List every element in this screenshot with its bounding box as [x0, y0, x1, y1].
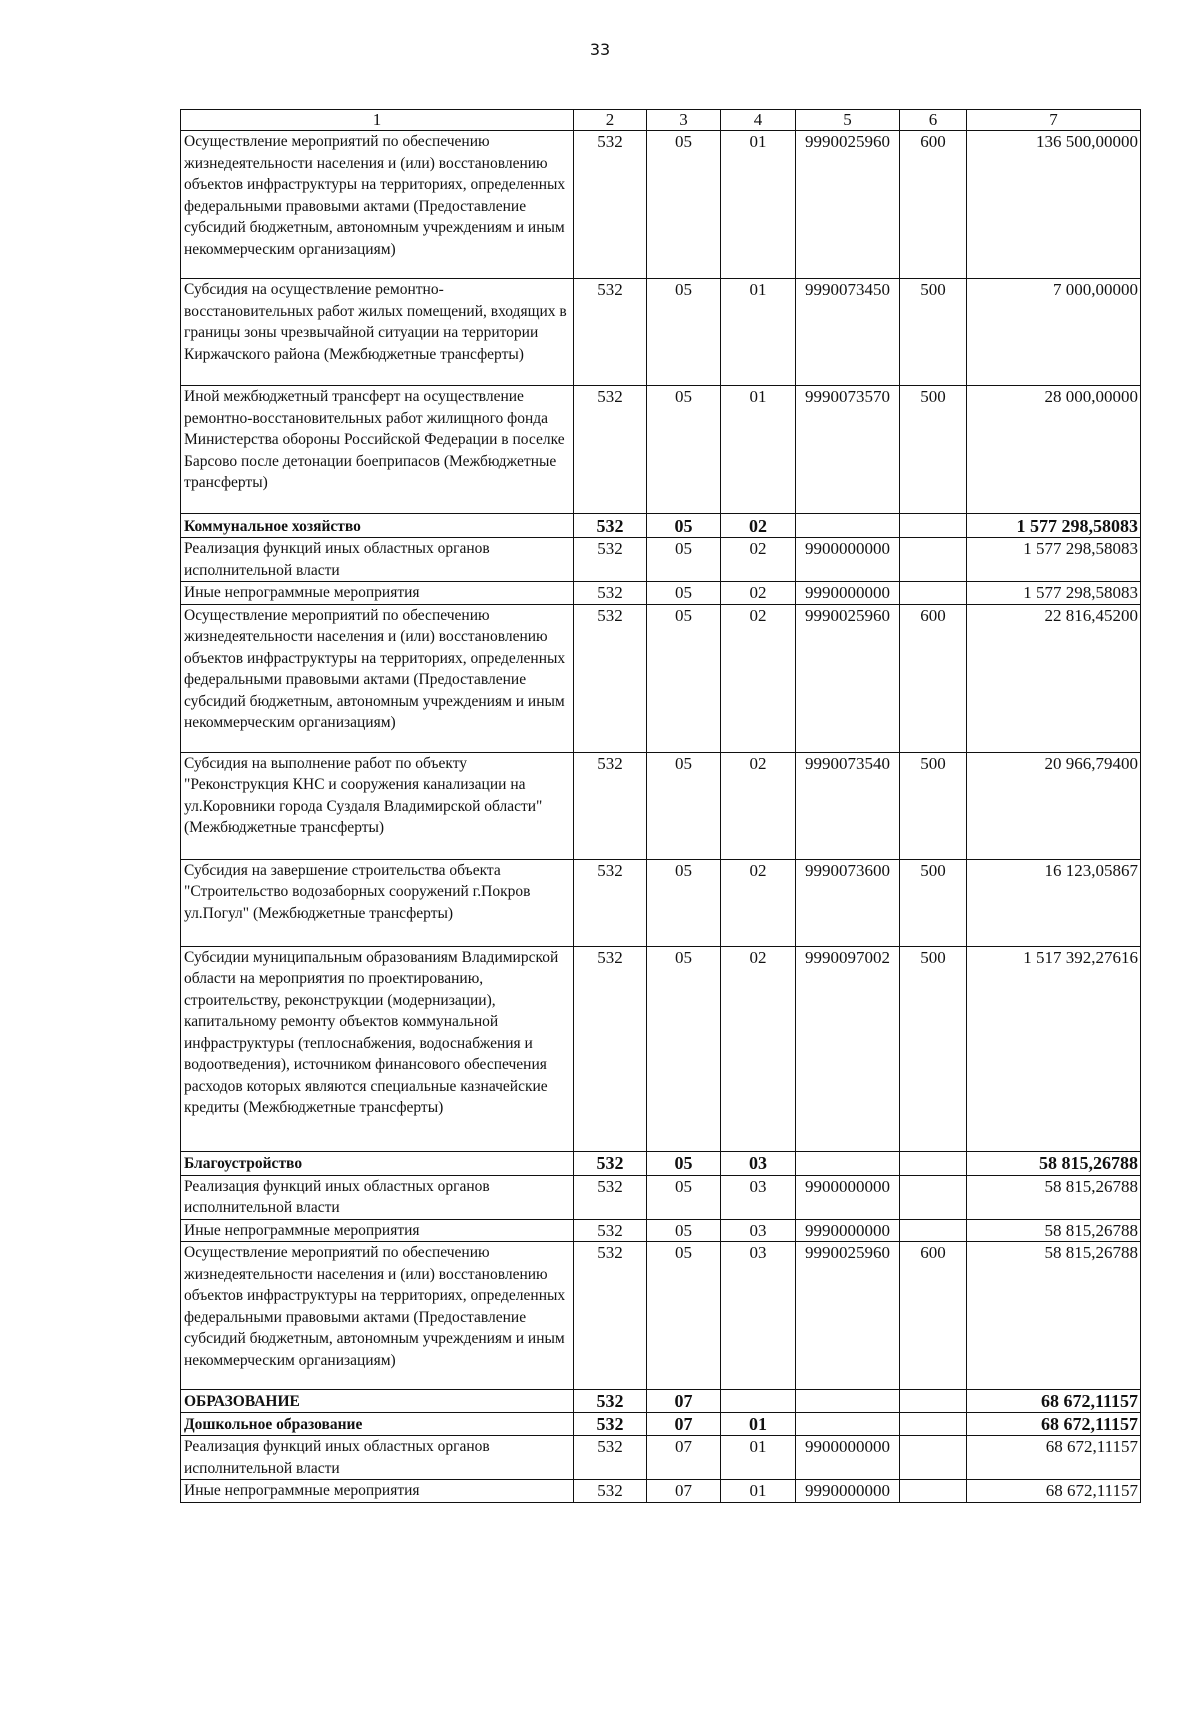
cell-amount: 28 000,00000: [967, 386, 1141, 514]
section-row: [181, 1390, 1141, 1413]
cell-section: 07: [647, 1436, 721, 1480]
table-header-row: [181, 110, 1141, 131]
cell-target-item: [796, 1390, 900, 1413]
cell-subsection: 03: [721, 1242, 796, 1390]
cell-section: 05: [647, 514, 721, 538]
cell-name: Субсидия на выполнение работ по объекту "Реконструкция КНС и сооружения канализации на ул.Коровники города Суздаля Владимирской области" (Межбюджетные трансферты): [181, 752, 574, 859]
column-header: 2: [574, 110, 647, 131]
cell-ministry: 532: [574, 1175, 647, 1219]
column-header: 4: [721, 110, 796, 131]
cell-subsection: 01: [721, 1413, 796, 1436]
cell-section: 05: [647, 386, 721, 514]
cell-subsection: 02: [721, 582, 796, 605]
cell-ministry: 532: [574, 946, 647, 1151]
cell-amount: 22 816,45200: [967, 604, 1141, 752]
cell-subsection: 03: [721, 1219, 796, 1242]
cell-name: Реализация функций иных областных органов исполнительной власти: [181, 1436, 574, 1480]
cell-target-item: 9990073450: [796, 279, 900, 386]
cell-target-item: 9990000000: [796, 582, 900, 605]
cell-section: 05: [647, 1219, 721, 1242]
cell-name: Субсидия на осуществление ремонтно-восстановительных работ жилых помещений, входящих в границы зоны чрезвычайной ситуации на территории Киржачского района (Межбюджетные трансферты): [181, 279, 574, 386]
page-number: 33: [589, 40, 611, 59]
cell-amount: 20 966,79400: [967, 752, 1141, 859]
cell-subsection: 01: [721, 1436, 796, 1480]
cell-ministry: 532: [574, 582, 647, 605]
section-row: [181, 1151, 1141, 1175]
cell-name: Коммунальное хозяйство: [181, 514, 574, 538]
cell-name: Иные непрограммные мероприятия: [181, 1219, 574, 1242]
cell-ministry: 532: [574, 131, 647, 279]
cell-target-item: [796, 514, 900, 538]
cell-expense-type: 500: [900, 752, 967, 859]
cell-amount: 1 517 392,27616: [967, 946, 1141, 1151]
cell-amount: 58 815,26788: [967, 1219, 1141, 1242]
cell-expense-type: 500: [900, 386, 967, 514]
cell-name: Благоустройство: [181, 1151, 574, 1175]
table-row: [181, 538, 1141, 582]
cell-amount: 68 672,11157: [967, 1413, 1141, 1436]
table-row: [181, 582, 1141, 605]
cell-section: 05: [647, 859, 721, 946]
cell-target-item: 9990000000: [796, 1219, 900, 1242]
cell-amount: 1 577 298,58083: [967, 514, 1141, 538]
cell-section: 07: [647, 1390, 721, 1413]
cell-subsection: 01: [721, 386, 796, 514]
cell-subsection: 02: [721, 946, 796, 1151]
cell-expense-type: 600: [900, 1242, 967, 1390]
cell-ministry: 532: [574, 1413, 647, 1436]
cell-section: 05: [647, 1242, 721, 1390]
cell-ministry: 532: [574, 1436, 647, 1480]
cell-name: Осуществление мероприятий по обеспечению жизнедеятельности населения и (или) восстановлению объектов инфраструктуры на территориях, определенных федеральными правовыми актами (Предоставление субсидий бюджетным, автономным учреждениям и иным некоммерческим организациям): [181, 1242, 574, 1390]
cell-amount: 1 577 298,58083: [967, 582, 1141, 605]
cell-name: Дошкольное образование: [181, 1413, 574, 1436]
table-row: [181, 604, 1141, 752]
cell-expense-type: [900, 1175, 967, 1219]
cell-target-item: 9990025960: [796, 131, 900, 279]
cell-ministry: 532: [574, 752, 647, 859]
cell-expense-type: [900, 1390, 967, 1413]
cell-target-item: [796, 1151, 900, 1175]
cell-target-item: [796, 1413, 900, 1436]
cell-expense-type: [900, 1413, 967, 1436]
cell-target-item: 9990073600: [796, 859, 900, 946]
cell-name: Субсидии муниципальным образованиям Владимирской области на мероприятия по проектированию, строительству, реконструкции (модернизации), капитальному ремонту объектов коммунальной инфраструктуры (теплоснабжения, водоснабжения и водоотведения), источником финансового обеспечения расходов которых являются специальные казначейские кредиты (Межбюджетные трансферты): [181, 946, 574, 1151]
cell-expense-type: 600: [900, 604, 967, 752]
table-row: [181, 752, 1141, 859]
table-row: [181, 1242, 1141, 1390]
cell-ministry: 532: [574, 604, 647, 752]
cell-expense-type: [900, 1480, 967, 1503]
cell-amount: 136 500,00000: [967, 131, 1141, 279]
cell-expense-type: [900, 1151, 967, 1175]
cell-ministry: 532: [574, 1390, 647, 1413]
cell-ministry: 532: [574, 386, 647, 514]
cell-target-item: 9990097002: [796, 946, 900, 1151]
table-row: [181, 131, 1141, 279]
cell-ministry: 532: [574, 514, 647, 538]
cell-expense-type: [900, 514, 967, 538]
cell-section: 07: [647, 1480, 721, 1503]
cell-target-item: 9990000000: [796, 1480, 900, 1503]
cell-ministry: 532: [574, 538, 647, 582]
cell-subsection: 03: [721, 1151, 796, 1175]
cell-amount: 68 672,11157: [967, 1436, 1141, 1480]
table-row: [181, 1175, 1141, 1219]
cell-ministry: 532: [574, 1242, 647, 1390]
table-row: [181, 859, 1141, 946]
cell-name: Субсидия на завершение строительства объекта "Строительство водозаборных сооружений г.Покров ул.Погул" (Межбюджетные трансферты): [181, 859, 574, 946]
cell-subsection: 03: [721, 1175, 796, 1219]
cell-target-item: 9990073570: [796, 386, 900, 514]
cell-name: Иные непрограммные мероприятия: [181, 582, 574, 605]
cell-amount: 58 815,26788: [967, 1151, 1141, 1175]
cell-name: Реализация функций иных областных органов исполнительной власти: [181, 1175, 574, 1219]
cell-ministry: 532: [574, 859, 647, 946]
cell-expense-type: [900, 538, 967, 582]
cell-subsection: 01: [721, 131, 796, 279]
cell-target-item: 9990025960: [796, 1242, 900, 1390]
cell-name: Иные непрограммные мероприятия: [181, 1480, 574, 1503]
cell-amount: 16 123,05867: [967, 859, 1141, 946]
cell-expense-type: [900, 1436, 967, 1480]
cell-section: 05: [647, 1175, 721, 1219]
cell-expense-type: 500: [900, 279, 967, 386]
cell-subsection: 02: [721, 859, 796, 946]
cell-amount: 58 815,26788: [967, 1242, 1141, 1390]
cell-section: 05: [647, 538, 721, 582]
cell-amount: 58 815,26788: [967, 1175, 1141, 1219]
column-header: 6: [900, 110, 967, 131]
column-header: 3: [647, 110, 721, 131]
cell-section: 05: [647, 752, 721, 859]
section-row: [181, 1413, 1141, 1436]
cell-section: 05: [647, 946, 721, 1151]
table-row: [181, 1480, 1141, 1503]
cell-name: Осуществление мероприятий по обеспечению жизнедеятельности населения и (или) восстановлению объектов инфраструктуры на территориях, определенных федеральными правовыми актами (Предоставление субсидий бюджетным, автономным учреждениям и иным некоммерческим организациям): [181, 604, 574, 752]
cell-subsection: 01: [721, 279, 796, 386]
column-header: 5: [796, 110, 900, 131]
cell-ministry: 532: [574, 1480, 647, 1503]
cell-subsection: 02: [721, 752, 796, 859]
cell-name: Осуществление мероприятий по обеспечению жизнедеятельности населения и (или) восстановлению объектов инфраструктуры на территориях, определенных федеральными правовыми актами (Предоставление субсидий бюджетным, автономным учреждениям и иным некоммерческим организациям): [181, 131, 574, 279]
cell-section: 05: [647, 131, 721, 279]
cell-name: ОБРАЗОВАНИЕ: [181, 1390, 574, 1413]
cell-ministry: 532: [574, 1219, 647, 1242]
cell-expense-type: 600: [900, 131, 967, 279]
section-row: [181, 514, 1141, 538]
cell-target-item: 9900000000: [796, 1175, 900, 1219]
column-header: 1: [181, 110, 574, 131]
cell-section: 05: [647, 582, 721, 605]
cell-section: 05: [647, 1151, 721, 1175]
cell-expense-type: [900, 1219, 967, 1242]
column-header: 7: [967, 110, 1141, 131]
cell-ministry: 532: [574, 279, 647, 386]
cell-expense-type: 500: [900, 946, 967, 1151]
cell-target-item: 9900000000: [796, 538, 900, 582]
cell-expense-type: [900, 582, 967, 605]
table-row: [181, 1436, 1141, 1480]
cell-expense-type: 500: [900, 859, 967, 946]
cell-amount: 68 672,11157: [967, 1390, 1141, 1413]
budget-table: [180, 109, 1141, 1503]
cell-subsection: 02: [721, 604, 796, 752]
cell-subsection: 02: [721, 538, 796, 582]
cell-subsection: 02: [721, 514, 796, 538]
cell-amount: 68 672,11157: [967, 1480, 1141, 1503]
cell-target-item: 9990073540: [796, 752, 900, 859]
cell-subsection: 01: [721, 1480, 796, 1503]
cell-name: Реализация функций иных областных органов исполнительной власти: [181, 538, 574, 582]
cell-ministry: 532: [574, 1151, 647, 1175]
cell-amount: 1 577 298,58083: [967, 538, 1141, 582]
cell-section: 05: [647, 279, 721, 386]
cell-amount: 7 000,00000: [967, 279, 1141, 386]
cell-target-item: 9900000000: [796, 1436, 900, 1480]
cell-name: Иной межбюджетный трансферт на осуществление ремонтно-восстановительных работ жилищного фонда Министерства обороны Российской Федерации в поселке Барсово после детонации боеприпасов (Межбюджетные трансферты): [181, 386, 574, 514]
cell-target-item: 9990025960: [796, 604, 900, 752]
cell-section: 07: [647, 1413, 721, 1436]
table-row: [181, 946, 1141, 1151]
cell-subsection: [721, 1390, 796, 1413]
table-row: [181, 386, 1141, 514]
table-row: [181, 1219, 1141, 1242]
table-row: [181, 279, 1141, 386]
cell-section: 05: [647, 604, 721, 752]
